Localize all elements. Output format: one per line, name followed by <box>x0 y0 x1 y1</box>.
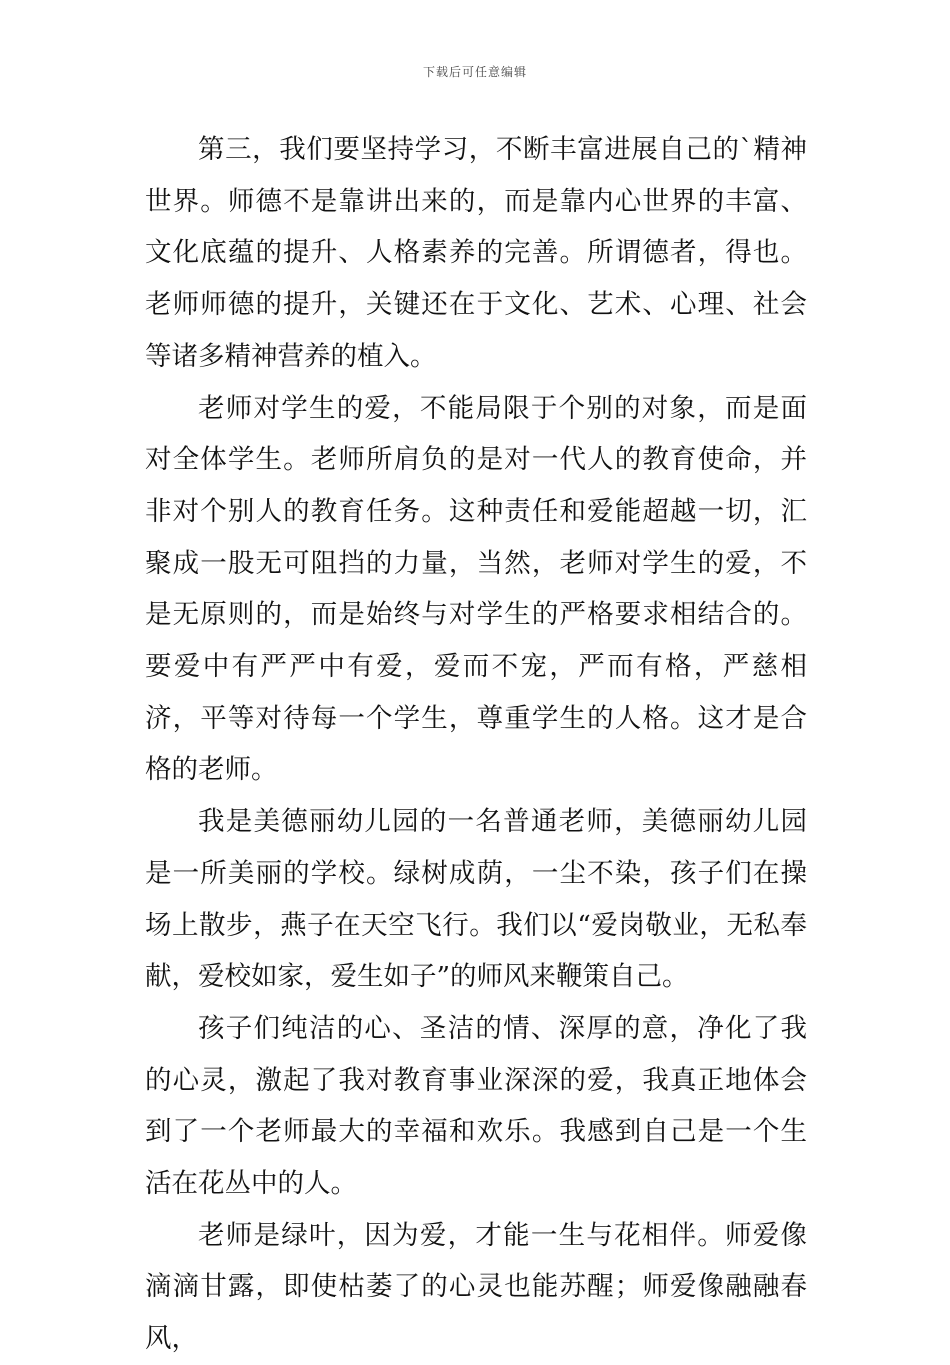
paragraph: 第三，我们要坚持学习，不断丰富进展自己的`精神世界。师德不是靠讲出来的，而是靠内心世界的丰富、文化底蕴的提升、人格素养的完善。所谓德者，得也。老师师德的提升，关键还在于文化、艺术、心理、社会等诸多精神营养的植入。 <box>145 134 807 372</box>
document-body <box>145 124 807 1365</box>
paragraph: 我是美德丽幼儿园的一名普通老师，美德丽幼儿园是一所美丽的学校。绿树成荫，一尘不染，孩子们在操场上散步，燕子在天空飞行。我们以“爱岗敬业，无私奉献，爱校如家，爱生如子”的师风来鞭策自己。 <box>145 806 807 993</box>
paragraph: 老师对学生的爱，不能局限于个别的对象，而是面对全体学生。老师所肩负的是对一代人的教育使命，并非对个别人的教育任务。这种责任和爱能超越一切，汇聚成一股无可阻挡的力量，当然，老师对学生的爱，不是无原则的，而是始终与对学生的严格要求相结合的。要爱中有严严中有爱，爱而不宠，严而有格，严慈相济，平等对待每一个学生，尊重学生的人格。这才是合格的老师。 <box>145 392 807 786</box>
paragraph: 老师是绿叶，因为爱，才能一生与花相伴。师爱像滴滴甘露，即使枯萎了的心灵也能苏醒；师爱像融融春风， <box>145 1219 807 1355</box>
page-header: 下载后可任意编辑 <box>422 65 527 79</box>
paragraph: 孩子们纯洁的心、圣洁的情、深厚的意，净化了我的心灵，激起了我对教育事业深深的爱，我真正地体会到了一个老师最大的幸福和欢乐。我感到自己是一个生活在花丛中的人。 <box>145 1012 807 1200</box>
